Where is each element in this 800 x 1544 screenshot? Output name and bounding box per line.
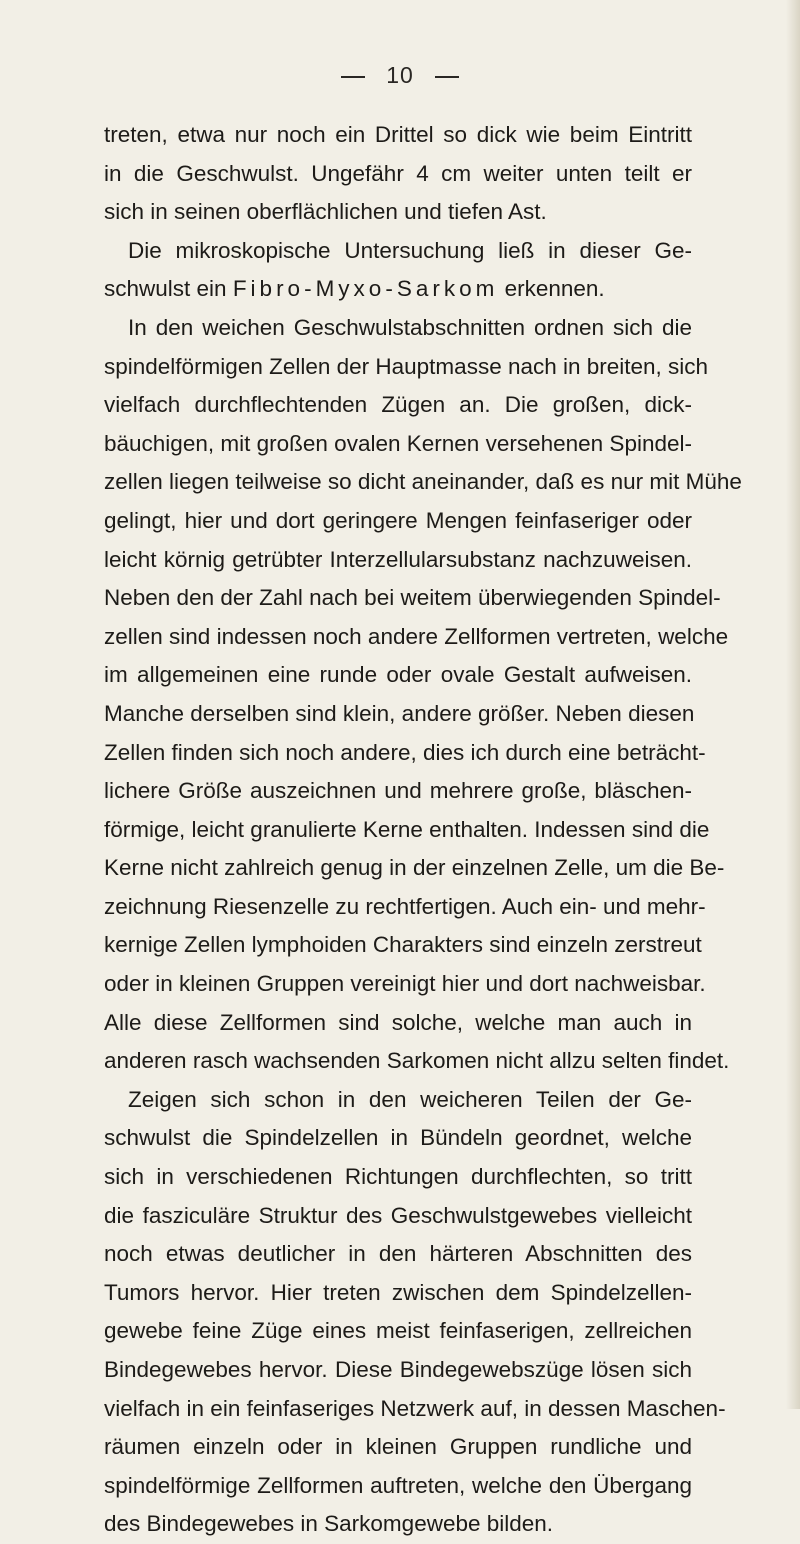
text-line: Bindegewebes hervor. Diese Bindegewebszüge lösen sich (104, 1357, 692, 1382)
text-line: schwulst die Spindelzellen in Bündeln geordnet, welche (104, 1125, 692, 1151)
text-line: oder in kleinen Gruppen vereinigt hier und dort nachweisbar. (104, 971, 706, 997)
text-line: vielfach in ein feinfaseriges Netzwerk auf, in dessen Maschen- (104, 1395, 726, 1421)
page-edge-shadow (786, 0, 800, 1409)
text-line: die fasziculäre Struktur des Geschwulstgewebes vielleicht (104, 1202, 692, 1228)
text-line: Manche derselben sind klein, andere größer. Neben diesen (104, 700, 695, 726)
text-line: gewebe feine Züge eines meist feinfaserigen, zellreichen (104, 1318, 692, 1344)
text-line: förmige, leicht granulierte Kerne enthalten. Indessen sind die (104, 816, 710, 842)
text-line: vielfach durchflechtenden Zügen an. Die großen, dick- (104, 392, 692, 418)
text-line: gelingt, hier und dort geringere Mengen feinfaseriger oder (104, 507, 692, 533)
text-line: Zellen finden sich noch andere, dies ich durch eine beträcht- (104, 739, 706, 765)
text-line: in die Geschwulst. Ungefähr 4 cm weiter unten teilt er (104, 160, 692, 186)
text-line: spindelförmigen Zellen der Hauptmasse nach in breiten, sich (104, 353, 709, 379)
page-number: 10 (386, 62, 414, 88)
text-line: lichere Größe auszeichnen und mehrere große, bläschen- (104, 778, 692, 804)
text-line: anderen rasch wachsenden Sarkomen nicht allzu selten findet. (104, 1048, 730, 1074)
text-line (104, 270, 692, 309)
text-line: Kerne nicht zahlreich genug in der einzelnen Zelle, um die Be- (104, 855, 725, 881)
text-line: bäuchigen, mit großen ovalen Kernen versehenen Spindel- (104, 430, 692, 456)
text-line: zellen liegen teilweise so dicht aneinander, daß es nur mit Mühe (104, 469, 742, 495)
text-line: Tumors hervor. Hier treten zwischen dem Spindelzellen- (104, 1279, 692, 1305)
text-line: zellen sind indessen noch andere Zellformen vertreten, welche (104, 623, 729, 649)
body-text (104, 116, 742, 1544)
text-segment: schwulst ein (104, 276, 233, 302)
text-line: räumen einzeln oder in kleinen Gruppen rundliche und (104, 1434, 692, 1460)
page-number-dash-left (341, 76, 365, 78)
text-line: spindelförmige Zellformen auftreten, welche den Übergang (104, 1472, 692, 1498)
text-line: In den weichen Geschwulstabschnitten ordnen sich die (128, 314, 692, 340)
text-line: sich in seinen oberflächlichen und tiefen Ast. (104, 199, 547, 225)
page-number-header (0, 62, 800, 89)
text-line: zeichnung Riesenzelle zu rechtfertigen. Auch ein- und mehr- (104, 893, 706, 919)
text-line: sich in verschiedenen Richtungen durchflechten, so tritt (104, 1164, 692, 1190)
text-segment: erkennen. (498, 276, 605, 302)
text-line: leicht körnig getrübter Interzellularsubstanz nachzuweisen. (104, 546, 692, 572)
text-line: Zeigen sich schon in den weicheren Teilen der Ge- (128, 1086, 692, 1112)
page-number-dash-right (435, 76, 459, 78)
text-line: treten, etwa nur noch ein Drittel so dick wie beim Eintritt (104, 122, 692, 147)
text-line: Alle diese Zellformen sind solche, welche man auch in (104, 1009, 692, 1035)
text-line: Neben den der Zahl nach bei weitem überwiegenden Spindel- (104, 585, 721, 611)
text-line: kernige Zellen lymphoiden Charakters sind einzeln zerstreut (104, 932, 702, 958)
text-line: noch etwas deutlicher in den härteren Abschnitten des (104, 1241, 692, 1267)
diagnosis-term: Fibro-Myxo-Sarkom (232, 276, 499, 302)
text-line: Die mikroskopische Untersuchung ließ in dieser Ge- (128, 237, 692, 263)
text-line: im allgemeinen eine runde oder ovale Gestalt aufweisen. (104, 662, 692, 688)
text-line: des Bindegewebes in Sarkomgewebe bilden. (104, 1511, 554, 1537)
